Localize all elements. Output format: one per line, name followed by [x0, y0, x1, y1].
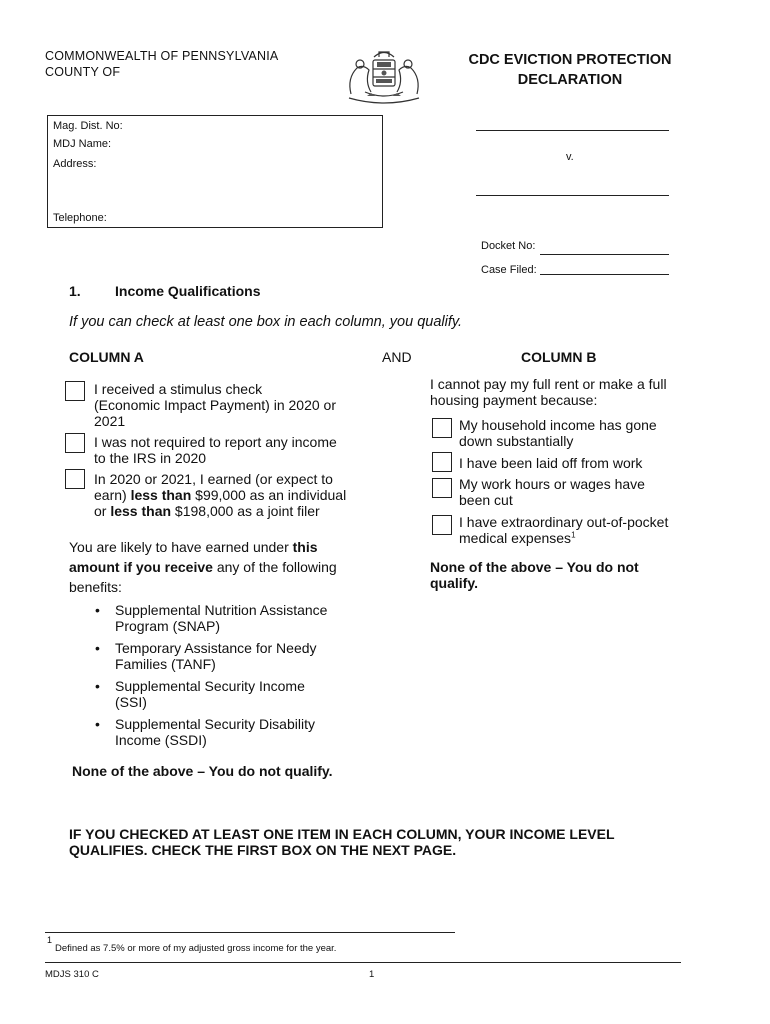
list-item-line: Supplemental Security Disability	[115, 716, 315, 732]
commonwealth-label: COMMONWEALTH OF PENNSYLVANIA	[45, 49, 279, 63]
benefits-paragraph	[69, 537, 379, 597]
mdj-name-label: MDJ Name:	[53, 138, 112, 150]
item-3-text: or	[94, 503, 111, 519]
list-item	[95, 602, 375, 634]
list-item	[95, 716, 375, 748]
column-a-item-3-line3	[94, 503, 384, 519]
mag-dist-label: Mag. Dist. No:	[53, 120, 123, 132]
item-3-text: $198,000 as a joint filer	[171, 503, 320, 519]
form-title-line2: DECLARATION	[517, 72, 623, 88]
section-title: Income Qualifications	[115, 283, 261, 299]
list-item-line: Families (TANF)	[115, 656, 216, 672]
bullet-icon: •	[95, 640, 100, 656]
column-b-item-1-line2: down substantially	[459, 433, 574, 449]
form-title-line1: CDC EVICTION PROTECTION	[468, 52, 672, 68]
column-a-item-1-line1: I received a stimulus check	[94, 381, 263, 397]
conclusion-text	[69, 826, 709, 858]
list-item-line: Supplemental Security Income	[115, 678, 305, 694]
and-label: AND	[382, 349, 412, 365]
benefits-text: You are likely to have earned under	[69, 539, 293, 555]
column-a-item-3	[94, 471, 384, 519]
bullet-icon: •	[95, 716, 100, 732]
benefits-line3: benefits:	[69, 579, 122, 595]
benefits-emphasis: this	[292, 539, 318, 555]
footnote-text: Defined as 7.5% or more of my adjusted gross income for the year.	[55, 943, 337, 954]
column-a-item-2-line2: to the IRS in 2020	[94, 450, 207, 466]
footnote-divider	[45, 932, 455, 933]
column-b-intro	[430, 376, 730, 408]
pennsylvania-seal-icon	[343, 48, 425, 106]
form-id: MDJS 310 C	[45, 969, 99, 980]
benefits-emphasis: amount if you receive	[69, 559, 213, 575]
column-b-item-1	[459, 417, 719, 449]
item-4-text: medical expenses	[459, 530, 572, 546]
column-b-checkbox-1[interactable]	[432, 418, 452, 438]
column-a-item-1-line3: 2021	[94, 413, 126, 429]
court-header	[45, 48, 278, 80]
case-filed-line[interactable]	[540, 274, 669, 275]
bullet-icon: •	[95, 602, 100, 618]
list-item	[95, 640, 375, 672]
item-3-text: $99,000 as an individual	[191, 487, 347, 503]
conclusion-line2: QUALIFIES. CHECK THE FIRST BOX ON THE NEXT PAGE.	[69, 842, 457, 858]
column-b-item-3-line1: My work hours or wages have	[459, 476, 645, 492]
footer-divider	[45, 962, 681, 963]
item-3-text: earn)	[94, 487, 131, 503]
benefits-line2	[69, 557, 379, 577]
list-item-line: (SSI)	[115, 694, 147, 710]
column-b-item-2	[459, 455, 719, 471]
item-3-emphasis: less than	[110, 503, 172, 519]
column-b-heading: COLUMN B	[521, 349, 597, 365]
column-b-item-2-line1: I have been laid off from work	[459, 455, 643, 471]
column-b-intro-line2: housing payment because:	[430, 392, 598, 408]
plaintiff-line[interactable]	[476, 130, 669, 131]
address-label: Address:	[53, 158, 97, 170]
list-item-line: Program (SNAP)	[115, 618, 221, 634]
form-title	[440, 50, 700, 90]
section-instruction: If you can check at least one box in each column, you qualify.	[69, 314, 463, 330]
list-item-line: Supplemental Nutrition Assistance	[115, 602, 328, 618]
case-filed-label: Case Filed:	[481, 264, 537, 276]
page-number: 1	[369, 969, 375, 980]
docket-no-line[interactable]	[540, 254, 669, 255]
column-a-checkbox-2[interactable]	[65, 433, 85, 453]
column-b-item-1-line1: My household income has gone	[459, 417, 657, 433]
column-b-item-3	[459, 476, 719, 508]
column-a-heading: COLUMN A	[69, 349, 144, 365]
column-b-item-4-line2	[459, 530, 729, 546]
column-b-none-option	[430, 559, 690, 591]
mdj-info-box	[47, 115, 383, 228]
column-b-checkbox-3[interactable]	[432, 478, 452, 498]
bullet-icon: •	[95, 678, 100, 694]
column-a-item-2-line1: I was not required to report any income	[94, 434, 337, 450]
column-b-checkbox-4[interactable]	[432, 515, 452, 535]
column-b-item-3-line2: been cut	[459, 492, 513, 508]
conclusion-line1: IF YOU CHECKED AT LEAST ONE ITEM IN EACH COLUMN, YOUR INCOME LEVEL	[69, 826, 615, 842]
docket-no-label: Docket No:	[481, 240, 536, 252]
column-a-checkbox-1[interactable]	[65, 381, 85, 401]
column-b-checkbox-2[interactable]	[432, 452, 452, 472]
column-a-none-option: None of the above – You do not qualify.	[72, 763, 333, 779]
column-a-item-2	[94, 434, 384, 466]
benefits-line1	[69, 537, 379, 557]
county-label: COUNTY OF	[45, 65, 121, 79]
column-a-item-1	[94, 381, 384, 429]
column-a-item-1-line2: (Economic Impact Payment) in 2020 or	[94, 397, 336, 413]
footnote-marker: 1	[47, 935, 53, 945]
column-b-none-line2: qualify.	[430, 575, 478, 591]
versus-label: v.	[566, 151, 574, 163]
list-item-line: Temporary Assistance for Needy	[115, 640, 317, 656]
benefits-text: any of the following	[212, 559, 337, 575]
telephone-label: Telephone:	[53, 212, 107, 224]
benefits-list	[95, 602, 375, 754]
item-3-emphasis: less than	[130, 487, 192, 503]
column-b-item-4-line1: I have extraordinary out-of-pocket	[459, 514, 669, 530]
defendant-line[interactable]	[476, 195, 669, 196]
footnote-reference: 1	[571, 530, 576, 540]
list-item	[95, 678, 375, 710]
column-b-none-line1: None of the above – You do not	[430, 559, 639, 575]
list-item-line: Income (SSDI)	[115, 732, 207, 748]
section-number: 1.	[69, 283, 81, 299]
column-a-checkbox-3[interactable]	[65, 469, 85, 489]
column-b-intro-line1: I cannot pay my full rent or make a full	[430, 376, 667, 392]
column-b-item-4	[459, 514, 729, 546]
column-a-item-3-line2	[94, 487, 384, 503]
column-a-item-3-line1: In 2020 or 2021, I earned (or expect to	[94, 471, 333, 487]
